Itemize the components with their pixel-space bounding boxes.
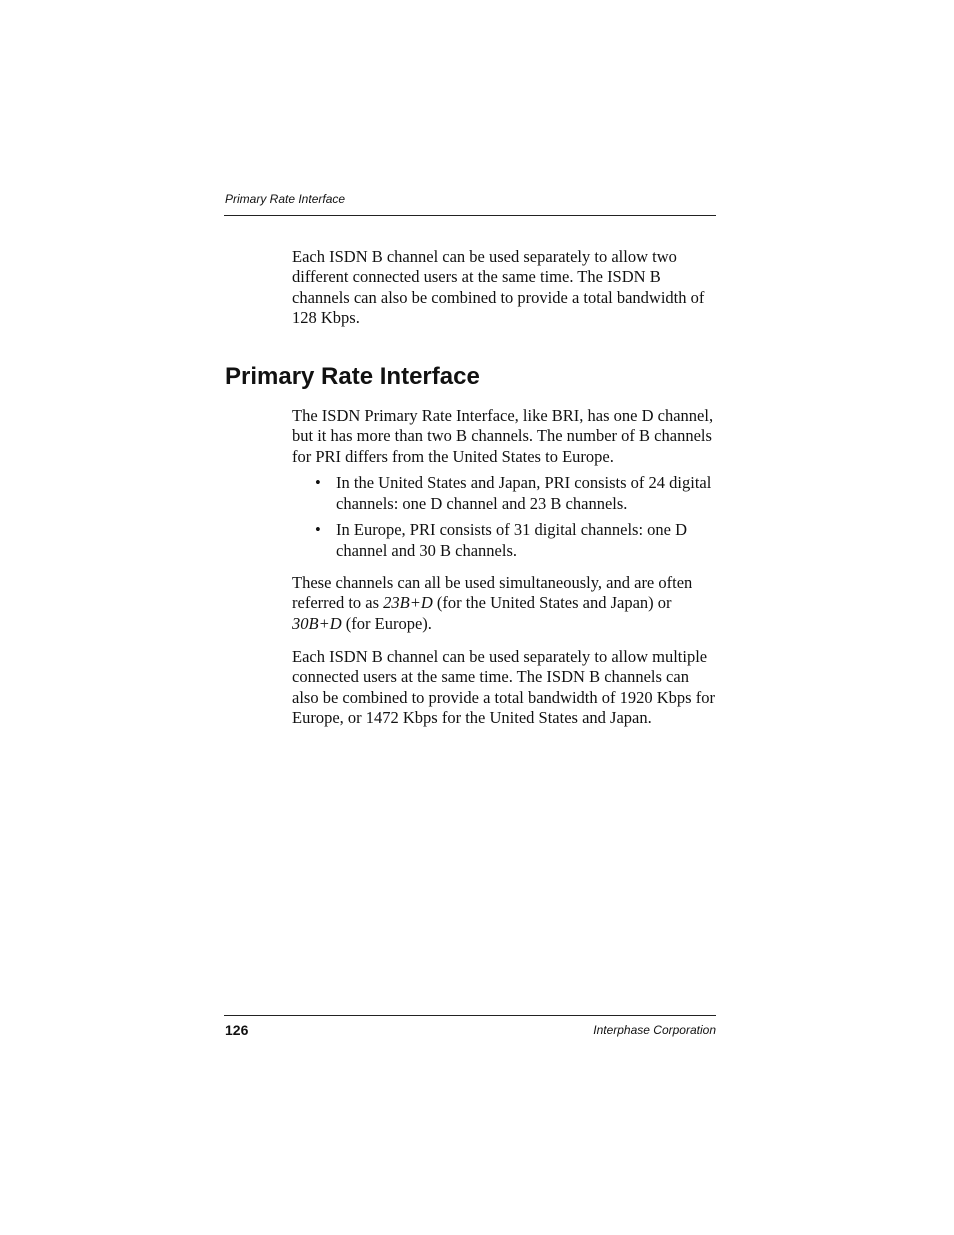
running-header: Primary Rate Interface — [225, 192, 346, 206]
paragraph-text: These channels can all be used simultaneously, and are often referred to as — [292, 573, 693, 613]
paragraph-text: (for Europe). — [341, 613, 432, 633]
bullet-icon: • — [315, 473, 321, 492]
term-23b-d: 23B+D — [383, 593, 433, 613]
bullet-text: In Europe, PRI consists of 31 digital channels: one D channel and 30 B channels. — [336, 520, 688, 560]
section-paragraph-3: Each ISDN B channel can be used separately to allow multiple connected users at the same time. The ISDN B channels can also be combined to provide a total bandwidth of 1920 Kbps for Europe, or 1472 Kbps for the United States and Japan. — [292, 647, 715, 727]
section-paragraph-1: The ISDN Primary Rate Interface, like BRI, has one D channel, but it has more than two B channels. The number of B channels for PRI differs from the United States to Europe. — [292, 406, 714, 466]
bullet-item — [314, 473, 718, 514]
bullet-item — [314, 520, 718, 561]
intro-paragraph: Each ISDN B channel can be used separately to allow two different connected users at the same time. The ISDN B channels can also be combined to provide a total bandwidth of 128 Kbps. — [292, 247, 705, 327]
section-heading: Primary Rate Interface — [225, 363, 480, 390]
page-number: 126 — [225, 1022, 249, 1038]
header-divider — [224, 215, 716, 216]
term-30b-d: 30B+D — [292, 613, 342, 633]
bullet-list — [314, 473, 718, 567]
paragraph-text: (for the United States and Japan) or — [432, 593, 672, 613]
section-paragraph-2 — [292, 573, 716, 634]
bullet-text: In the United States and Japan, PRI consists of 24 digital channels: one D channel and 23 B channels. — [336, 473, 712, 513]
company-name: Interphase Corporation — [593, 1023, 716, 1037]
footer-divider — [224, 1015, 716, 1016]
bullet-icon: • — [315, 520, 321, 539]
